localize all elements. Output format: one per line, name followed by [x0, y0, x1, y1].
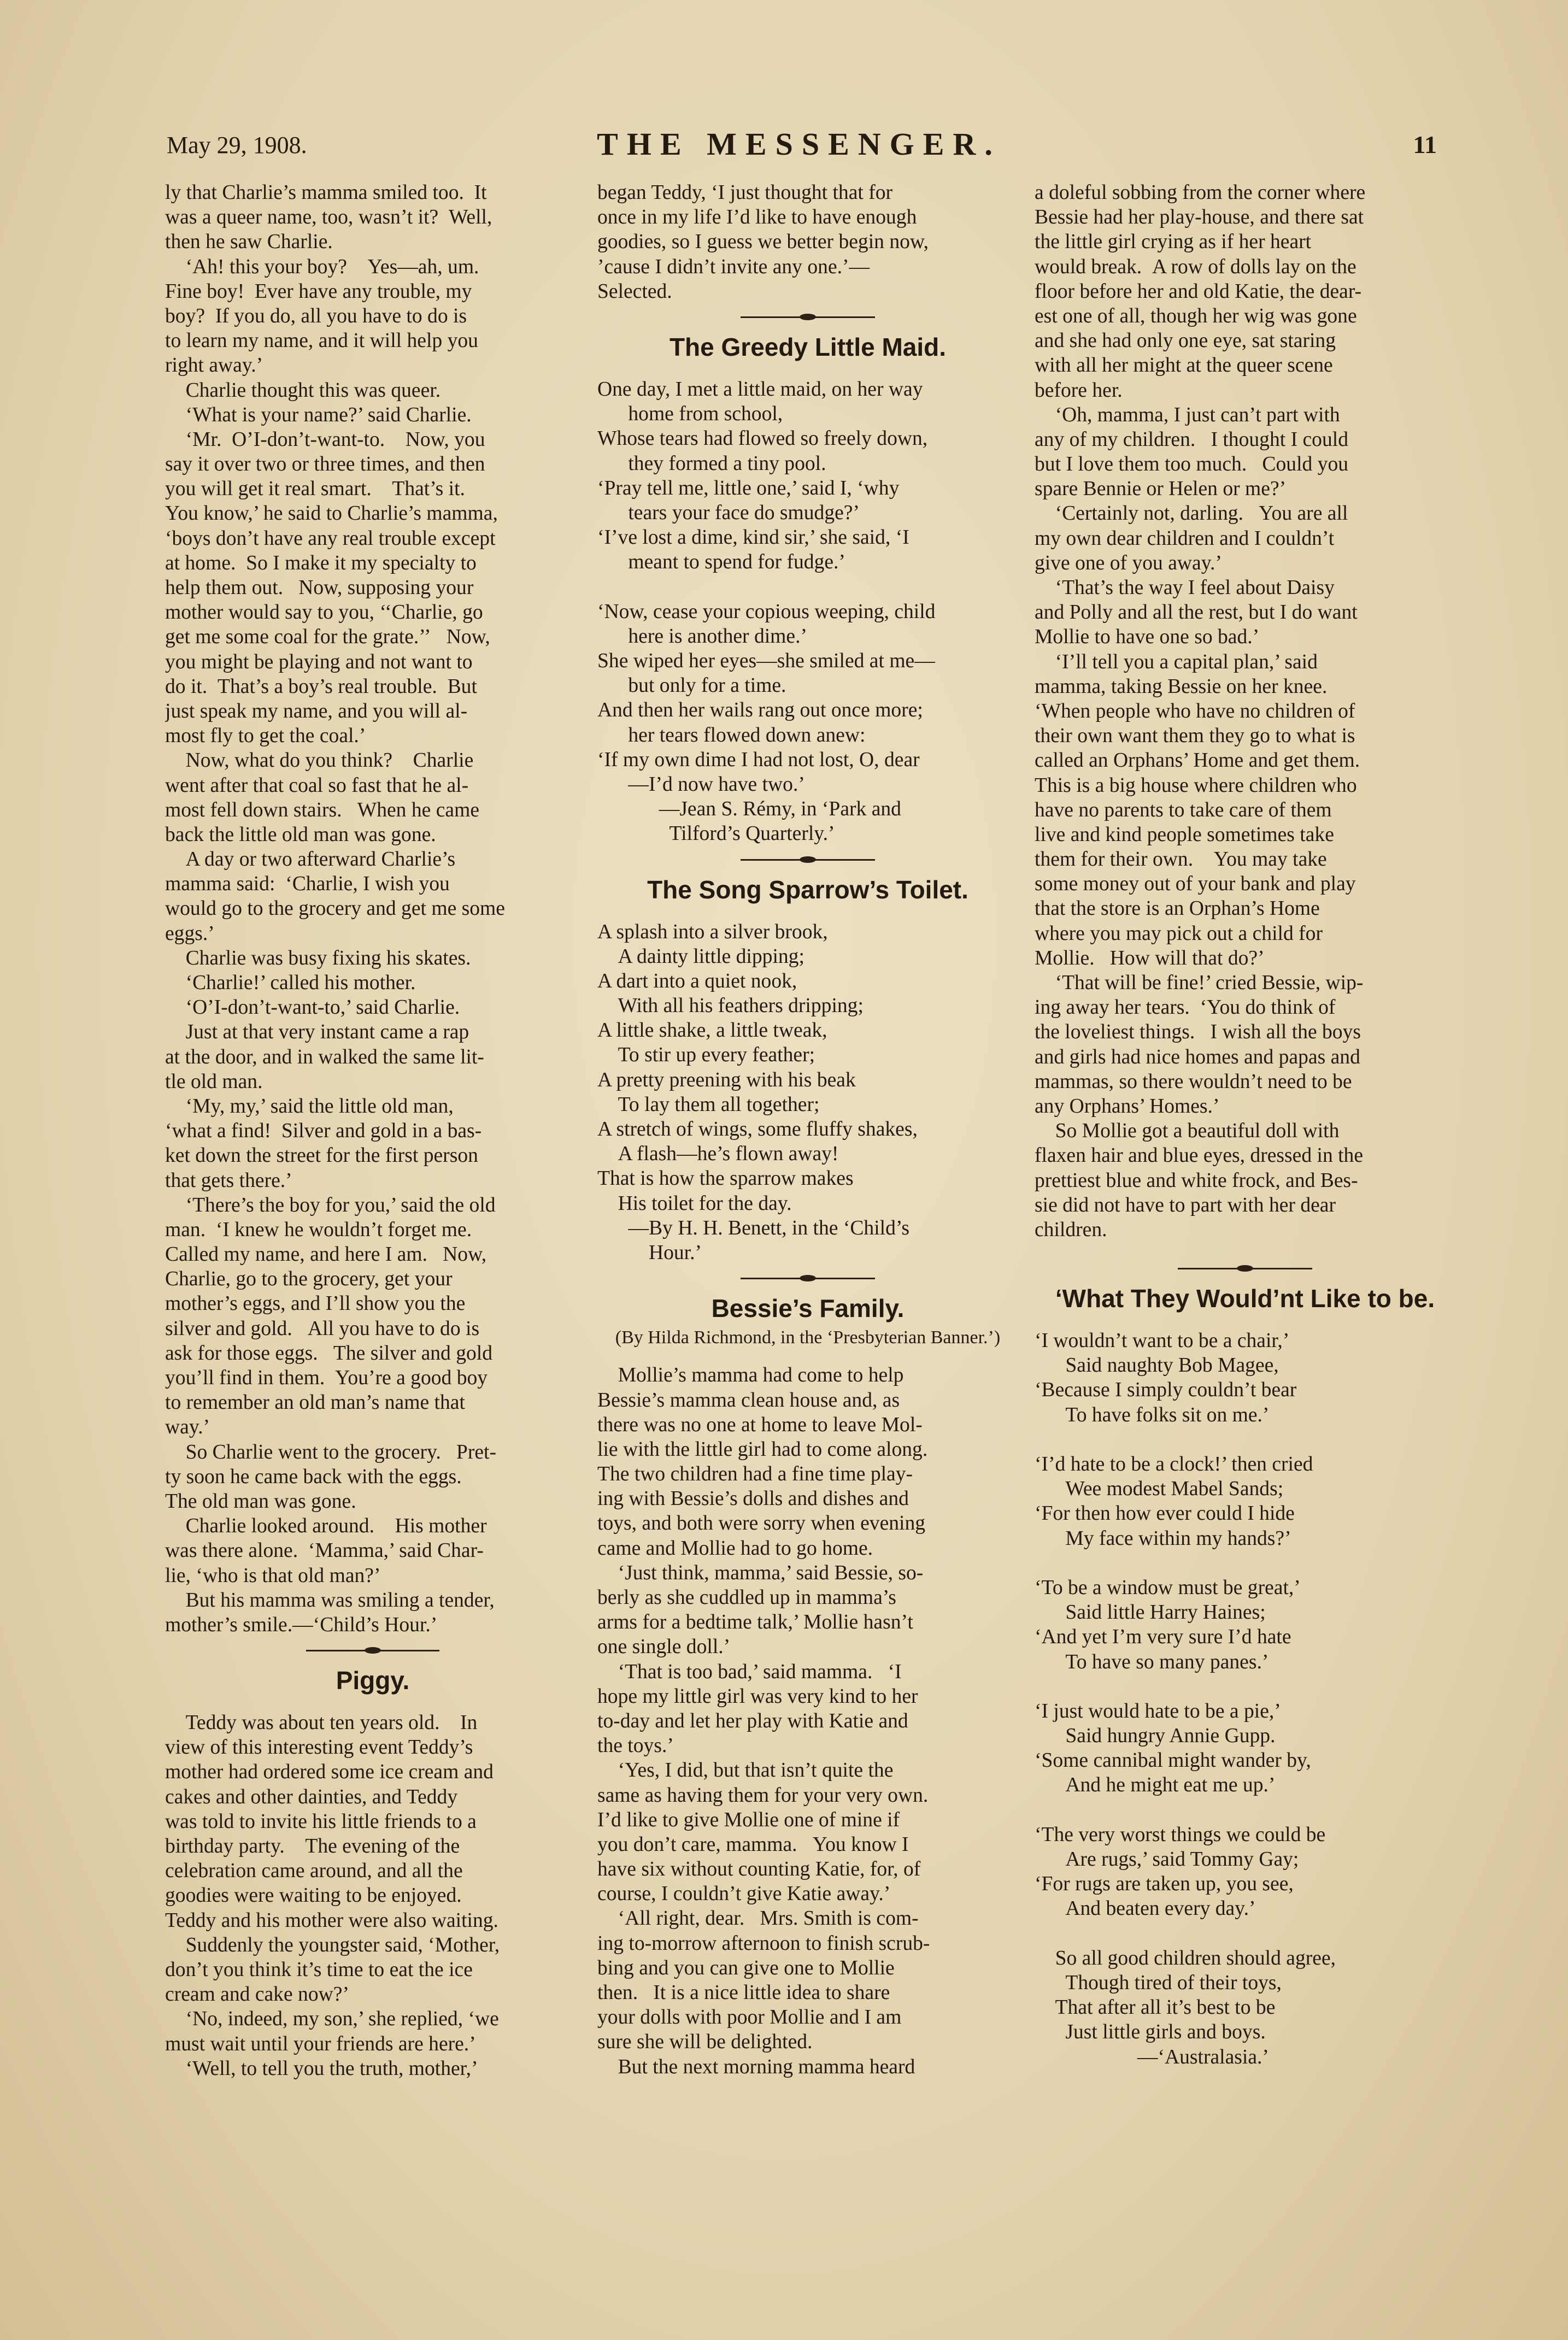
text-line: A little shake, a little tweak,	[597, 1019, 827, 1042]
text-line: way.’	[165, 1416, 210, 1439]
text-line: ‘Ah! this your boy? Yes—ah, um.	[165, 255, 479, 278]
text-line: sie did not have to part with her dear	[1035, 1193, 1336, 1216]
text-line: Whose tears had flowed so freely down,	[597, 427, 928, 450]
text-line: ‘The very worst things we could be	[1035, 1823, 1326, 1846]
text-line: ‘That is too bad,’ said mamma. ‘I	[597, 1660, 902, 1683]
text-line: flaxen hair and blue eyes, dressed in the	[1035, 1144, 1364, 1167]
poem-heading-song-sparrow: The Song Sparrow’s Toilet.	[647, 875, 968, 904]
text-line: ty soon he came back with the eggs.	[165, 1465, 462, 1488]
text-line: Charlie looked around. His mother	[165, 1515, 487, 1538]
text-line: meant to spend for fudge.’	[597, 551, 845, 574]
text-line: cakes and other dainties, and Teddy	[165, 1785, 458, 1808]
text-line: them for their own. You may take	[1035, 848, 1327, 871]
article-piggy	[165, 1710, 580, 2081]
section-divider	[1035, 1255, 1455, 1281]
text-line: Called my name, and here I am. Now,	[165, 1243, 487, 1266]
text-line	[1035, 1427, 1455, 1452]
text-line: mother would say to you, ‘‘Charlie, go	[165, 601, 483, 624]
text-line	[1035, 1551, 1455, 1575]
text-line: Wee modest Mabel Sands;	[1035, 1478, 1284, 1501]
text-line: that gets there.’	[165, 1169, 292, 1192]
text-line: Teddy was about ten years old. In	[165, 1712, 478, 1735]
text-line: berly as she cuddled up in mamma’s	[597, 1586, 896, 1609]
text-line: So all good children should agree,	[1035, 1947, 1336, 1969]
text-line: The old man was gone.	[165, 1490, 356, 1513]
text-line: came and Mollie had to go home.	[597, 1537, 873, 1560]
text-line: Though tired of their toys,	[1035, 1971, 1282, 1994]
page-header	[161, 126, 1437, 169]
column-3	[1035, 180, 1455, 2069]
text-line: a doleful sobbing from the corner where	[1035, 181, 1366, 204]
text-line: where you may pick out a child for	[1035, 922, 1323, 945]
text-line: must wait until your friends are here.’	[165, 2032, 476, 2055]
text-line: ‘I wouldn’t want to be a chair,’	[1035, 1330, 1290, 1353]
text-line: began Teddy, ‘I just thought that for	[597, 181, 893, 204]
text-line: just speak my name, and you will al-	[165, 699, 468, 722]
text-line: ‘Pray tell me, little one,’ said I, ‘why	[597, 477, 900, 499]
text-line: Are rugs,’ said Tommy Gay;	[1035, 1848, 1299, 1871]
text-line: Bessie’s mamma clean house and, as	[597, 1389, 900, 1412]
text-line: ‘If my own dime I had not lost, O, dear	[597, 748, 920, 771]
text-line: some money out of your bank and play	[1035, 873, 1356, 896]
text-line: ‘For then how ever could I hide	[1035, 1502, 1295, 1525]
text-line: called an Orphans’ Home and get them.	[1035, 749, 1360, 772]
article-bessie-end	[1035, 180, 1455, 1242]
text-line: ‘All right, dear. Mrs. Smith is com-	[597, 1907, 919, 1930]
text-line: ‘Just think, mamma,’ said Bessie, so-	[597, 1561, 924, 1584]
text-line: celebration came around, and all the	[165, 1860, 463, 1883]
text-line: mother had ordered some ice cream and	[165, 1761, 494, 1784]
text-line: but only for a time.	[597, 674, 786, 697]
text-line: help them out. Now, supposing your	[165, 577, 474, 599]
text-line: silver and gold. All you have to do is	[165, 1317, 480, 1340]
text-line: ‘O’I-don’t-want-to,’ said Charlie.	[165, 996, 460, 1019]
text-line: ‘For rugs are taken up, you see,	[1035, 1873, 1294, 1896]
text-line: the loveliest things. I wish all the boys	[1035, 1021, 1361, 1044]
text-line: prettiest blue and white frock, and Bes-	[1035, 1169, 1358, 1192]
text-line: at the door, and in walked the same lit-	[165, 1045, 484, 1068]
masthead-title: THE MESSENGER.	[597, 126, 1001, 162]
text-line: goodies, so I guess we better begin now,	[597, 231, 929, 254]
article-heading-piggy: Piggy.	[336, 1666, 410, 1695]
text-line: I’d like to give Mollie one of mine if	[597, 1808, 900, 1831]
text-line: to remember an old man’s name that	[165, 1391, 465, 1414]
text-line: any of my children. I thought I could	[1035, 428, 1348, 451]
text-line: the little girl crying as if her heart	[1035, 231, 1312, 254]
article-bessie	[597, 1363, 1018, 2079]
text-line: then. It is a nice little idea to share	[597, 1982, 890, 2004]
article-piggy-end	[597, 180, 1018, 304]
text-line: This is a big house where children who	[1035, 774, 1357, 797]
text-line: —‘Australasia.’	[1035, 2045, 1269, 2068]
text-line: But the next morning mamma heard	[597, 2055, 915, 2078]
text-line: would go to the grocery and get me some	[165, 897, 505, 920]
text-line: you’ll find in them. You’re a good boy	[165, 1367, 488, 1389]
text-line: ‘Certainly not, darling. You are all	[1035, 502, 1348, 525]
text-line: they formed a tiny pool.	[597, 452, 826, 475]
text-line: was there alone. ‘Mamma,’ said Char-	[165, 1539, 484, 1562]
text-line: hope my little girl was very kind to her	[597, 1685, 918, 1708]
text-line: A dart into a quiet nook,	[597, 969, 797, 992]
poem-song-sparrow	[597, 920, 1018, 1266]
text-line: was a queer name, too, wasn’t it? Well,	[165, 206, 492, 229]
text-line: To have so many panes.’	[1035, 1650, 1269, 1673]
text-line: any Orphans’ Homes.’	[1035, 1095, 1220, 1118]
text-line: lie, ‘who is that old man?’	[165, 1564, 381, 1587]
text-line: Bessie had her play-house, and there sat	[1035, 206, 1364, 229]
text-line: A day or two afterward Charlie’s	[165, 848, 456, 871]
text-line: ing away her tears. ‘You do think of	[1035, 996, 1336, 1019]
text-line: but I love them too much. Could you	[1035, 453, 1349, 476]
text-line: Selected.	[597, 280, 672, 303]
text-line: ‘Now, cease your copious weeping, child	[597, 600, 936, 623]
story-continuation	[165, 180, 580, 1637]
text-line: children.	[1035, 1218, 1107, 1241]
text-line: mother’s smile.—‘Child’s Hour.’	[165, 1613, 438, 1636]
text-line: would break. A row of dolls lay on the	[1035, 255, 1356, 278]
text-line: at home. So I make it my specialty to	[165, 551, 477, 574]
text-line: mamma, taking Bessie on her knee.	[1035, 675, 1328, 698]
text-line: ‘No, indeed, my son,’ she replied, ‘we	[165, 2008, 499, 2031]
text-line: She wiped her eyes—she smiled at me—	[597, 650, 935, 672]
text-line: Tilford’s Quarterly.’	[597, 822, 835, 845]
text-line: and girls had nice homes and papas and	[1035, 1045, 1360, 1068]
text-line: To have folks sit on me.’	[1035, 1403, 1270, 1426]
column-1	[165, 180, 580, 2081]
text-line: —By H. H. Benett, in the ‘Child’s	[597, 1216, 909, 1239]
text-line: her tears flowed down anew:	[597, 724, 866, 746]
text-line: To stir up every feather;	[597, 1044, 815, 1067]
text-line: ‘Mr. O’I-don’t-want-to. Now, you	[165, 428, 485, 451]
text-line: ‘boys don’t have any real trouble except	[165, 527, 496, 550]
text-line: my own dear children and I couldn’t	[1035, 527, 1335, 550]
text-line: ing to-morrow afternoon to finish scrub-	[597, 1932, 930, 1955]
text-line: view of this interesting event Teddy’s	[165, 1736, 473, 1759]
page-number: 11	[1413, 131, 1437, 158]
text-line: Charlie was busy fixing his skates.	[165, 946, 471, 969]
text-line: A pretty preening with his beak	[597, 1068, 856, 1091]
text-line: —I’d now have two.’	[597, 773, 805, 796]
text-line: But his mamma was smiling a tender,	[165, 1589, 495, 1612]
text-line: mother’s eggs, and I’ll show you the	[165, 1292, 466, 1315]
text-line: With all his feathers dripping;	[597, 995, 864, 1018]
section-divider	[165, 1637, 580, 1663]
text-line: mamma said: ‘Charlie, I wish you	[165, 873, 450, 896]
section-divider	[597, 1265, 1018, 1291]
text-line: ‘Charlie!’ called his mother.	[165, 972, 416, 994]
text-line: home from school,	[597, 403, 783, 426]
text-line: ‘There’s the boy for you,’ said the old	[165, 1193, 496, 1216]
text-line	[1035, 1674, 1455, 1699]
text-line: ‘I just would hate to be a pie,’	[1035, 1700, 1281, 1722]
text-line: Suddenly the youngster said, ‘Mother,	[165, 1933, 500, 1956]
article-byline: (By Hilda Richmond, in the ‘Presbyterian Banner.’)	[615, 1327, 1001, 1348]
text-line: ly that Charlie’s mamma smiled too. It	[165, 181, 487, 204]
text-line: here is another dime.’	[597, 625, 808, 648]
text-line: that the store is an Orphan’s Home	[1035, 897, 1320, 920]
column-2	[597, 180, 1018, 2079]
text-line: eggs.’	[165, 922, 215, 945]
text-line: toys, and both were sorry when evening	[597, 1512, 926, 1535]
text-line: same as having them for your very own.	[597, 1784, 929, 1807]
text-line: His toilet for the day.	[597, 1192, 792, 1215]
text-line: One day, I met a little maid, on her way	[597, 378, 923, 401]
text-line: to learn my name, and it will help you	[165, 330, 478, 352]
text-line: Now, what do you think? Charlie	[165, 749, 474, 772]
text-line: floor before her and old Katie, the dear-	[1035, 280, 1362, 303]
text-line: Mollie. How will that do?’	[1035, 946, 1265, 969]
text-line: went after that coal so fast that he al-	[165, 774, 469, 797]
text-line: have no parents to take care of them	[1035, 798, 1332, 821]
text-line: to-day and let her play with Katie and	[597, 1709, 908, 1732]
text-line: get me some coal for the grate.’’ Now,	[165, 626, 490, 649]
text-line: ‘To be a window must be great,’	[1035, 1576, 1301, 1599]
poem-wouldnt-like	[1035, 1328, 1455, 2069]
text-line: cream and cake now?’	[165, 1983, 349, 2006]
text-line: My face within my hands?’	[1035, 1527, 1291, 1550]
text-line: Just at that very instant came a rap	[165, 1021, 469, 1044]
text-line: ‘What is your name?’ said Charlie.	[165, 403, 472, 426]
text-line: Charlie, go to the grocery, get your	[165, 1268, 453, 1291]
text-line: That is how the sparrow makes	[597, 1167, 854, 1190]
text-line: Charlie thought this was queer.	[165, 379, 441, 402]
text-line: boy? If you do, all you have to do is	[165, 304, 467, 327]
text-line: course, I couldn’t give Katie away.’	[597, 1883, 891, 1906]
text-line: then he saw Charlie.	[165, 231, 333, 254]
text-line: To lay them all together;	[597, 1093, 820, 1116]
text-line: do it. That’s a boy’s real trouble. But	[165, 675, 477, 698]
text-line: Said hungry Annie Gupp.	[1035, 1725, 1276, 1748]
text-line: tle old man.	[165, 1070, 263, 1093]
text-line: live and kind people sometimes take	[1035, 823, 1334, 846]
text-line: ‘That’s the way I feel about Daisy	[1035, 577, 1335, 599]
section-divider	[597, 304, 1018, 330]
text-line	[1035, 1921, 1455, 1946]
text-line: You know,’ he said to Charlie’s mamma,	[165, 502, 498, 525]
text-line: Fine boy! Ever have any trouble, my	[165, 280, 472, 303]
text-line: A splash into a silver brook,	[597, 920, 828, 943]
text-line: say it over two or three times, and then	[165, 453, 485, 476]
text-line: ‘what a find! Silver and gold in a bas-	[165, 1120, 482, 1143]
text-line: there was no one at home to leave Mol-	[597, 1413, 923, 1436]
text-line: ‘And yet I’m very sure I’d hate	[1035, 1626, 1291, 1649]
text-line: Hour.’	[597, 1241, 702, 1264]
text-line: Said naughty Bob Magee,	[1035, 1354, 1279, 1377]
poem-heading-greedy-maid: The Greedy Little Maid.	[669, 332, 947, 361]
text-line: A stretch of wings, some fluffy shakes,	[597, 1118, 918, 1140]
text-line: their own want them they go to what is	[1035, 725, 1355, 748]
text-line: ‘Some cannibal might wander by,	[1035, 1749, 1311, 1772]
text-line: birthday party. The evening of the	[165, 1835, 460, 1857]
text-line: ‘I’ll tell you a capital plan,’ said	[1035, 650, 1318, 673]
text-line: So Mollie got a beautiful doll with	[1035, 1120, 1340, 1143]
text-line: lie with the little girl had to come along.	[597, 1438, 928, 1461]
text-line: the toys.’	[597, 1735, 674, 1757]
issue-date: May 29, 1908.	[167, 132, 307, 158]
text-line: and Polly and all the rest, but I do want	[1035, 601, 1358, 624]
text-line: ‘That will be fine!’ cried Bessie, wip-	[1035, 972, 1364, 994]
text-line: and she had only one eye, sat staring	[1035, 330, 1336, 352]
text-line: ‘Because I simply couldn’t bear	[1035, 1379, 1297, 1402]
text-line: arms for a bedtime talk,’ Mollie hasn’t	[597, 1611, 913, 1634]
text-line: ‘When people who have no children of	[1035, 699, 1355, 722]
text-line: ‘Oh, mamma, I just can’t part with	[1035, 403, 1340, 426]
text-line: once in my life I’d like to have enough	[597, 206, 917, 229]
poem-greedy-maid	[597, 377, 1018, 846]
text-line: you will get it real smart. That’s it.	[165, 478, 465, 501]
text-line: bing and you can give one to Mollie	[597, 1956, 895, 1979]
text-line: A flash—he’s flown away!	[597, 1143, 839, 1166]
text-line: ‘I’ve lost a dime, kind sir,’ she said, ‘I	[597, 526, 909, 549]
text-line: est one of all, though her wig was gone	[1035, 304, 1357, 327]
text-line: goodies were waiting to be enjoyed.	[165, 1884, 462, 1907]
text-line: Said little Harry Haines;	[1035, 1601, 1266, 1624]
text-line: was told to invite his little friends to a	[165, 1810, 477, 1833]
text-line: ket down the street for the first person	[165, 1144, 478, 1167]
text-line: back the little old man was gone.	[165, 823, 436, 846]
text-line: mammas, so there wouldn’t need to be	[1035, 1070, 1352, 1093]
text-line: And he might eat me up.’	[1035, 1774, 1276, 1797]
text-line: you might be playing and not want to	[165, 650, 473, 673]
text-line: And then her wails rang out once more;	[597, 699, 923, 722]
text-line: right away.’	[165, 354, 263, 377]
text-line: your dolls with poor Mollie and I am	[597, 2006, 902, 2029]
text-line: give one of you away.’	[1035, 551, 1222, 574]
text-line	[597, 574, 1018, 599]
text-line: don’t you think it’s time to eat the ice	[165, 1958, 473, 1981]
text-line: most fly to get the coal.’	[165, 725, 366, 748]
text-line: tears your face do smudge?’	[597, 501, 860, 524]
text-line	[1035, 1798, 1455, 1822]
text-line: The two children had a fine time play-	[597, 1463, 913, 1486]
article-heading-bessie: Bessie’s Family.	[711, 1294, 905, 1323]
text-line: with all her might at the queer scene	[1035, 354, 1333, 377]
text-line: ’cause I didn’t invite any one.’—	[597, 255, 870, 278]
text-line: ‘I’d hate to be a clock!’ then cried	[1035, 1453, 1313, 1475]
text-line: Just little girls and boys.	[1035, 2021, 1266, 2044]
text-line: ‘My, my,’ said the little old man,	[165, 1095, 454, 1118]
text-line: And beaten every day.’	[1035, 1897, 1256, 1920]
text-line: sure she will be delighted.	[597, 2031, 813, 2054]
text-line: have six without counting Katie, for, of	[597, 1858, 921, 1881]
text-line: you don’t care, mamma. You know I	[597, 1833, 909, 1856]
text-line: ask for those eggs. The silver and gold	[165, 1342, 493, 1365]
text-line: before her.	[1035, 379, 1123, 402]
text-line: Mollie to have one so bad.’	[1035, 626, 1260, 649]
poem-heading-wouldnt-like: ‘What They Would’nt Like to be.	[1055, 1284, 1435, 1313]
section-divider	[597, 846, 1018, 873]
text-line: spare Bennie or Helen or me?’	[1035, 478, 1287, 501]
text-line: ‘Well, to tell you the truth, mother,’	[165, 2057, 478, 2080]
text-line: That after all it’s best to be	[1035, 1996, 1276, 2019]
text-line: Mollie’s mamma had come to help	[597, 1364, 904, 1387]
text-line: most fell down stairs. When he came	[165, 798, 479, 821]
text-line: Teddy and his mother were also waiting.	[165, 1909, 498, 1932]
text-line: ‘Yes, I did, but that isn’t quite the	[597, 1759, 894, 1782]
text-line: ing with Bessie’s dolls and dishes and	[597, 1488, 909, 1510]
text-line: So Charlie went to the grocery. Pret-	[165, 1441, 496, 1463]
text-line: one single doll.’	[597, 1636, 731, 1659]
text-line: A dainty little dipping;	[597, 945, 804, 968]
text-line: —Jean S. Rémy, in ‘Park and	[597, 798, 901, 821]
text-line: man. ‘I knew he wouldn’t forget me.	[165, 1218, 472, 1241]
